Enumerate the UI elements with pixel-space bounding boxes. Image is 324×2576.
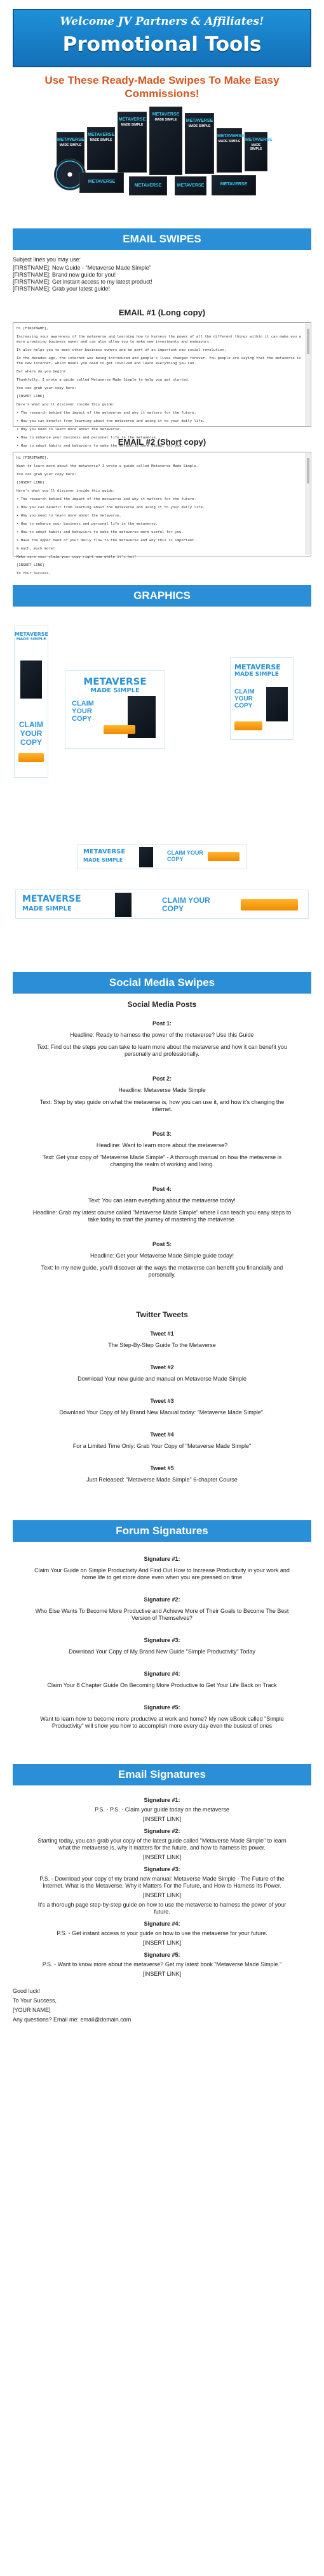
social-post: Post 3: Headline: Want to learn more about the metaverse? Text: Get your copy of "Metaverse Made Simple" - A thorough manual on how the metaverse is changing the realm of working and living.: [42, 1131, 282, 1167]
subject-line: [FIRSTNAME]: Get instant access to my latest product!: [13, 279, 152, 285]
claim-button[interactable]: [241, 899, 298, 910]
textarea-scrollbar[interactable]: [306, 324, 310, 426]
tweet: Tweet #5 Just Released: "Metaverse Made Simple" 6-chapter Course: [86, 1465, 238, 1483]
tweet: Tweet #1 The Step-By-Step Guide To the Metaverse: [108, 1331, 216, 1348]
forum-signatures-heading: Forum Signatures: [13, 1520, 311, 1542]
tweet: Tweet #3 Download Your Copy of My Brand New Manual today: "Metaverse Made Simple".: [59, 1398, 265, 1416]
claim-button[interactable]: [234, 721, 262, 730]
closing-line: To Your Success,: [13, 1997, 57, 2004]
product-box: METAVERSE: [129, 176, 167, 195]
book-cover: [266, 687, 288, 721]
claim-button[interactable]: [208, 852, 240, 861]
email-signature: Signature #3: P.S. - Download your copy of my brand new manual: Metaverse Made Simple - The Future of the Internet. What is the Metaverse, Why it Matters For the Future, and How to Harness Its Power. [INSERT LINK] It's a thorough page step-by-step guide on how to use the metaverse to harness the power of your future.: [37, 1866, 287, 1915]
email-2-title: EMAIL #2 (Short copy): [118, 437, 206, 447]
email-signature: Signature #1: P.S. - P.S. - Claim your guide today on the metaverse [INSERT LINK]: [95, 1797, 229, 1822]
claim-button[interactable]: [18, 753, 44, 762]
forum-signature: Signature #5: Want to learn how to become more productive at work and home? My new eBook called "Simple Productivity" will show you how to accomplish more every day even the busiest of ones: [40, 1704, 284, 1729]
book-cover: [20, 660, 42, 699]
product-box: METAVERSE MADE SIMPLE: [57, 132, 84, 171]
closing-line: Good luck!: [13, 1988, 41, 1994]
banner-square[interactable]: METAVERSE MADE SIMPLE CLAIM YOUR COPY: [230, 657, 294, 740]
product-box: METAVERSE: [79, 173, 124, 193]
forum-signature: Signature #4: Claim Your 8 Chapter Guide On Becoming More Productive to Get Your Life Back on Track: [47, 1671, 277, 1688]
forum-signature: Signature #3: Download Your Copy of My Brand New Guide "Simple Productivity" Today: [69, 1637, 255, 1655]
product-box: METAVERSE MADE SIMPLE: [118, 112, 147, 173]
social-media-heading: Social Media Swipes: [13, 972, 311, 994]
product-box: METAVERSE MADE SIMPLE: [87, 127, 115, 170]
hero-banner: [13, 9, 311, 67]
book-cover: [115, 893, 132, 917]
email-signatures-heading: Email Signatures: [13, 1764, 311, 1785]
product-box: METAVERSE: [175, 176, 206, 195]
graphics-section: [13, 617, 311, 934]
forum-signature: Signature #2: Who Else Wants To Become More Productive and Achieve More of Their Goals to Become The Best Version of Themselves?: [35, 1596, 289, 1621]
tweet: Tweet #4 For a Limited Time Only: Grab Your Copy of "Metaverse Made Simple": [72, 1431, 252, 1449]
textarea-scrollbar[interactable]: [306, 453, 310, 555]
graphics-heading: GRAPHICS: [13, 585, 311, 607]
email-signature: Signature #2: Starting today, you can grab your copy of the latest guide called "Metaverse Made Simple" to learn what the metaverse is, why it matters for the future, and how to harness its power. [INSERT LINK]: [37, 1828, 287, 1860]
twitter-tweets-subheading: Twitter Tweets: [136, 1310, 188, 1319]
email-swipes-heading: EMAIL SWIPES: [13, 228, 311, 250]
subheadline: Use These Ready-Made Swipes To Make Easy Commissions!: [44, 74, 280, 100]
subject-line: [FIRSTNAME]: Grab your latest guide!: [13, 286, 111, 292]
email-signature: Signature #5: P.S. - Want to know more about the metaverse? Get my latest book "Metaverse Made Simple." [INSERT LINK]: [42, 1952, 282, 1977]
banner-skyscraper[interactable]: METAVERSE MADE SIMPLE CLAIM YOUR COPY: [14, 626, 48, 778]
banner-leaderboard-small[interactable]: METAVERSE MADE SIMPLE CLAIM YOUR COPY: [78, 844, 246, 869]
product-box: METAVERSE: [212, 175, 256, 195]
product-box: METAVERSE MADE SIMPLE: [217, 128, 242, 173]
closing-line: [YOUR NAME]: [13, 2007, 51, 2013]
product-box: METAVERSE MADE SIMPLE: [185, 113, 214, 174]
closing-lines: [13, 1987, 311, 2025]
social-post: Post 4: Text: You can learn everything about the metaverse today! Headline: Grab my latest course called "Metaverse Made Simple" where I can teach you easy steps to take today to start the journey of mastering the metaverse.: [32, 1186, 292, 1223]
social-posts-subheading: Social Media Posts: [127, 1000, 197, 1009]
banner-leaderboard-large[interactable]: METAVERSE MADE SIMPLE CLAIM YOUR COPY: [15, 890, 309, 919]
email-signature: Signature #4: P.S. - Get instant access to your guide on how to use the metaverse for your future. [INSERT LINK]: [57, 1921, 267, 1946]
contact-line: Any questions? Email me: email@domain.com: [13, 2016, 132, 2023]
tweet: Tweet #2 Download Your new guide and manual on Metaverse Made Simple: [78, 1364, 246, 1382]
book-cover: [139, 847, 153, 867]
social-post: Post 2: Headline: Metaverse Made Simple Text: Step by step guide on what the metaverse is, how you can use it, and how it's changing the internet.: [39, 1075, 285, 1112]
forum-signature: Signature #1: Claim Your Guide on Simple Productivity And Find Out How to Increase Productivity in your work and home life to get more done even when you are pressed on time: [34, 1556, 290, 1580]
email-1-textarea[interactable]: Hi [FIRSTNAME], Increasing your awareness of the metaverse and learning how to harness the power of all the different things within it can make you a more promising business owner and can also allow you to make new investments and endeavors. It also helps you to meet other business owners and be part of an important new social revolution. In the decades ago, the internet was being introduced and people's lives changed forever. You people are saying that the metaverse is the new internet, which means you need to get involved and learn everything you can. But where do you begin? Thankfully, I wrote a guide called Metaverse Made Simple to help you get started. You can grab your copy here: [INSERT LINK] Here's what you'll discover inside this guide: • The research behind the impact of the metaverse and why it matters for the future. • How you can benefit from learning about the metaverse and using it to your daily life. • Why you need to learn more about the metaverse. • How to enhance your business and personal life in the metaverse. • How to adopt habits and behaviors to make the metaverse more useful for you.: [13, 322, 311, 427]
product-box: METAVERSE MADE SIMPLE: [245, 132, 267, 171]
social-post: Post 1: Headline: Ready to harness the power of the metaverse? Use this Guide Text: Find out the steps you can take to learn more about the metaverse and how it can benefit you personally and professionally.: [37, 1020, 287, 1057]
page-title: Promotional Tools: [62, 33, 262, 56]
email-2-textarea[interactable]: Hi [FIRSTNAME], Want to learn more about the metaverse? I wrote a guide called Metaverse Made Simple. You can grab your copy here: [INSERT LINK] Here's what you'll discover inside this guide: • The research behind the impact of the metaverse and why it matters for the future. • How you can benefit from learning about the metaverse and using it to your daily life. • Why you need to learn more about the metaverse. • How to enhance your business and personal life in the metaverse. • How to adopt habits and behaviors to make the metaverse more useful for you. • Have the upper hand of your daily flow to the metaverse and why this is important. & much, much more! Make sure your claim your copy right now while it's hot! [INSERT LINK] To Your Success,: [13, 452, 311, 556]
email-1-title: EMAIL #1 (Long copy): [118, 308, 206, 317]
subject-lines-list: [13, 265, 311, 292]
subject-line: [FIRSTNAME]: New Guide - "Metaverse Made Simple": [13, 265, 151, 271]
product-box: METAVERSE MADE SIMPLE: [149, 107, 182, 175]
subject-line: [FIRSTNAME]: Brand new guide for you!: [13, 272, 116, 278]
promo-page: [0, 9, 324, 2037]
welcome-text: Welcome JV Partners & Affiliates!: [60, 15, 264, 28]
product-bundle-image: [54, 107, 273, 199]
social-post: Post 5: Headline: Get your Metaverse Made Simple guide today! Text: In my new guide, you'll discover all the ways the metaverse can benefit you financially and personally.: [41, 1241, 283, 1278]
subject-lines-intro: Subject lines you may use:: [13, 256, 81, 263]
banner-medium-rectangle[interactable]: METAVERSE MADE SIMPLE CLAIM YOUR COPY: [65, 670, 165, 749]
claim-button[interactable]: [104, 725, 135, 734]
